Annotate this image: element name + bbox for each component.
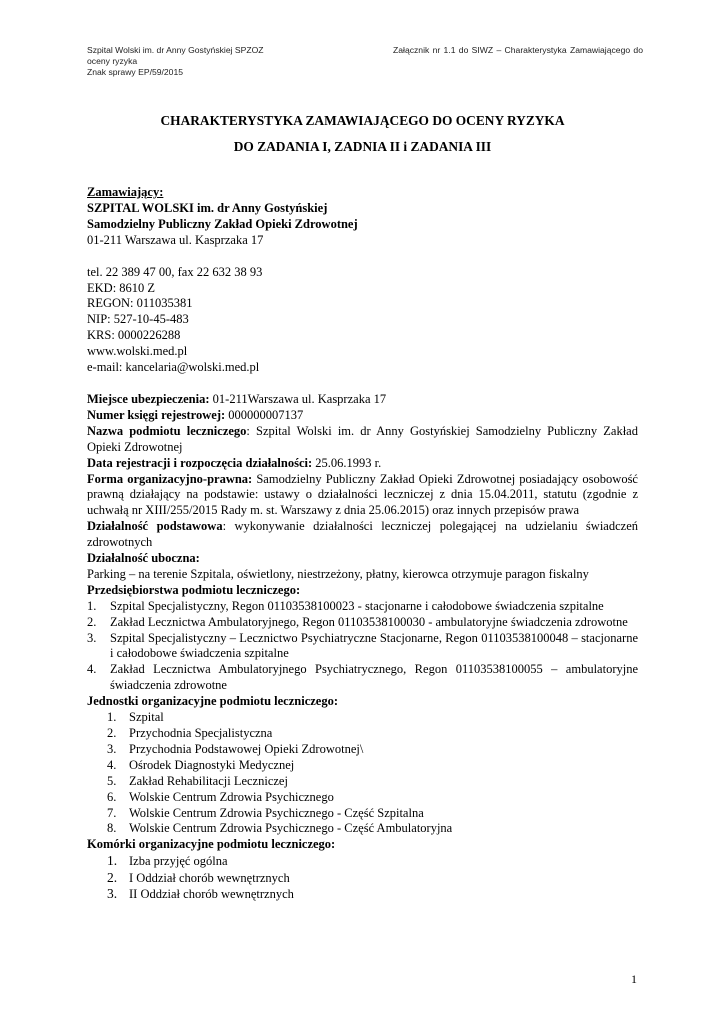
list-item-number: 3. — [87, 630, 97, 645]
ordering-party-label: Zamawiający: — [87, 185, 164, 199]
entity-name — [87, 424, 638, 456]
list-item-text: Wolskie Centrum Zdrowia Psychicznego - Część Ambulatoryjna — [129, 821, 453, 836]
enterprises-label: Przedsiębiorstwa podmiotu leczniczego: — [87, 582, 301, 597]
list-item-number: 1. — [87, 598, 97, 613]
contact-email: e-mail: kancelaria@wolski.med.pl — [87, 360, 260, 375]
header-left-line: Szpital Wolski im. dr Anny Gostyńskiej SPZOZ — [87, 45, 264, 55]
document-title-line1: CHARAKTERYSTYKA ZAMAWIAJĄCEGO DO OCENY RYZYKA — [160, 113, 565, 128]
insurance-place-value: 01-211Warszawa ul. Kasprzaka 17 — [209, 391, 387, 406]
list-item — [87, 742, 638, 758]
list-item-number: 5. — [107, 773, 117, 788]
contact-regon: REGON: 011035381 — [87, 296, 193, 311]
list-item-number: 8. — [107, 821, 117, 836]
entity-name-value: : Szpital Wolski im. dr Anny Gostyńskiej Samodzielny Publiczny Zakład Opieki Zdrowotnej — [87, 423, 638, 454]
cells-list — [87, 853, 638, 902]
list-item-number: 4. — [107, 757, 117, 772]
list-item — [87, 774, 638, 790]
list-item — [87, 631, 638, 663]
insurance-place-label: Miejsce ubezpieczenia: — [87, 391, 210, 406]
main-activity — [87, 519, 638, 551]
list-item — [87, 806, 638, 822]
legal-form — [87, 472, 638, 520]
register-number — [87, 408, 638, 424]
list-item-text: Przychodnia Specjalistyczna — [129, 726, 273, 740]
header-right-line: Załącznik nr 1.1 do SIWZ – Charakterystyka Zamawiającego do — [393, 45, 643, 55]
main-activity-label: Działalność podstawowa — [87, 519, 223, 534]
enterprises-list — [87, 599, 638, 694]
contact-phone: tel. 22 389 47 00, fax 22 632 38 93 — [87, 264, 263, 279]
registration-date — [87, 456, 638, 472]
list-item-number: 2. — [107, 726, 117, 740]
list-item-number: 3. — [107, 741, 117, 756]
list-item — [87, 662, 638, 694]
insurance-place — [87, 392, 638, 408]
document-body — [87, 110, 638, 902]
list-item-text: Szpital — [129, 710, 164, 725]
list-item-number: 6. — [107, 789, 117, 804]
list-item — [87, 615, 638, 631]
list-item — [87, 758, 638, 774]
list-item-text: Zakład Rehabilitacji Leczniczej — [129, 773, 288, 788]
header-right — [393, 45, 643, 56]
document-title-line2: DO ZADANIA I, ZADNIA II i ZADANIA III — [233, 139, 492, 154]
ordering-party-name-sub: Samodzielny Publiczny Zakład Opieki Zdrowotnej — [87, 216, 358, 231]
header-left-line: oceny ryzyka — [87, 56, 138, 66]
list-item-number: 1. — [107, 853, 118, 869]
entity-name-label: Nazwa podmiotu leczniczego — [87, 423, 247, 438]
list-item — [87, 599, 638, 615]
side-activity-value: Parking – na terenie Szpitala, oświetlony, niestrzeżony, płatny, kierowca otrzymuje paragon fiskalny — [87, 566, 589, 581]
side-activity-label: Działalność uboczna: — [87, 551, 200, 566]
list-item — [87, 726, 638, 742]
list-item — [87, 870, 638, 886]
list-item-text: II Oddział chorób wewnętrznych — [129, 887, 294, 902]
list-item-text: Wolskie Centrum Zdrowia Psychicznego - Część Szpitalna — [129, 805, 424, 820]
main-activity-value: : wykonywanie działalności leczniczej polegającej na udzielaniu świadczeń zdrowotnych — [87, 519, 638, 550]
list-item-number: 1. — [107, 710, 117, 725]
list-item-text: Izba przyjęć ogólna — [129, 854, 228, 869]
legal-form-label: Forma organizacyjno-prawna: — [87, 471, 253, 486]
register-number-value: 000000007137 — [225, 407, 304, 422]
legal-form-value: Samodzielny Publiczny Zakład Opieki Zdrowotnej posiadający osobowość prawną działający na podstawie: ustawy o działalności leczniczej z dnia 15.04.2011, statutu (zgodnie z uchwałą nr XIII/255/2015 Rady m. st. Warszawy z dnia 25.06.2015) oraz innych przepisów prawa — [87, 471, 638, 518]
header-left-line: Znak sprawy EP/59/2015 — [87, 67, 184, 77]
cells-label: Komórki organizacyjne podmiotu leczniczego: — [87, 837, 336, 852]
contact-ekd: EKD: 8610 Z — [87, 280, 156, 295]
units-list — [87, 710, 638, 837]
header-left — [87, 45, 317, 78]
list-item-number: 7. — [107, 805, 117, 820]
list-item — [87, 710, 638, 726]
list-item-text: Ośrodek Diagnostyki Medycznej — [129, 757, 295, 772]
list-item-number: 3. — [107, 886, 118, 902]
list-item-text: Szpital Specjalistyczny – Lecznictwo Psychiatryczne Stacjonarne, Regon 01103538100048 – stacjonarne i całodobowe świadczenia szpitalne — [110, 630, 638, 661]
list-item — [87, 853, 638, 869]
ordering-party-address: 01-211 Warszawa ul. Kasprzaka 17 — [87, 232, 264, 247]
list-item-text: Przychodnia Podstawowej Opieki Zdrowotnej\ — [129, 741, 364, 756]
register-number-label: Numer księgi rejestrowej: — [87, 407, 226, 422]
page-number: 1 — [631, 972, 637, 986]
registration-date-value: 25.06.1993 r. — [312, 455, 382, 470]
registration-date-label: Data rejestracji i rozpoczęcia działalności: — [87, 455, 313, 470]
list-item — [87, 886, 638, 902]
contact-www: www.wolski.med.pl — [87, 344, 188, 359]
list-item-text: Zakład Lecznictwa Ambulatoryjnego Psychiatrycznego, Regon 01103538100055 – ambulatoryjne świadczenia zdrowotne — [110, 662, 638, 693]
list-item-text: Szpital Specjalistyczny, Regon 01103538100023 - stacjonarne i całodobowe świadczenia szpitalne — [110, 598, 604, 613]
list-item-number: 2. — [87, 614, 97, 629]
list-item-text: Wolskie Centrum Zdrowia Psychicznego — [129, 789, 334, 804]
list-item-text: Zakład Lecznictwa Ambulatoryjnego, Regon 01103538100030 - ambulatoryjne świadczenia zdrowotne — [110, 614, 628, 629]
units-label: Jednostki organizacyjne podmiotu leczniczego: — [87, 694, 339, 709]
list-item-number: 4. — [87, 662, 97, 677]
ordering-party-name: SZPITAL WOLSKI im. dr Anny Gostyńskiej — [87, 200, 328, 215]
list-item — [87, 821, 638, 837]
contact-krs: KRS: 0000226288 — [87, 328, 181, 343]
contact-nip: NIP: 527-10-45-483 — [87, 312, 189, 327]
list-item-number: 2. — [107, 869, 118, 885]
list-item — [87, 790, 638, 806]
list-item-text: I Oddział chorób wewnętrznych — [129, 870, 290, 885]
